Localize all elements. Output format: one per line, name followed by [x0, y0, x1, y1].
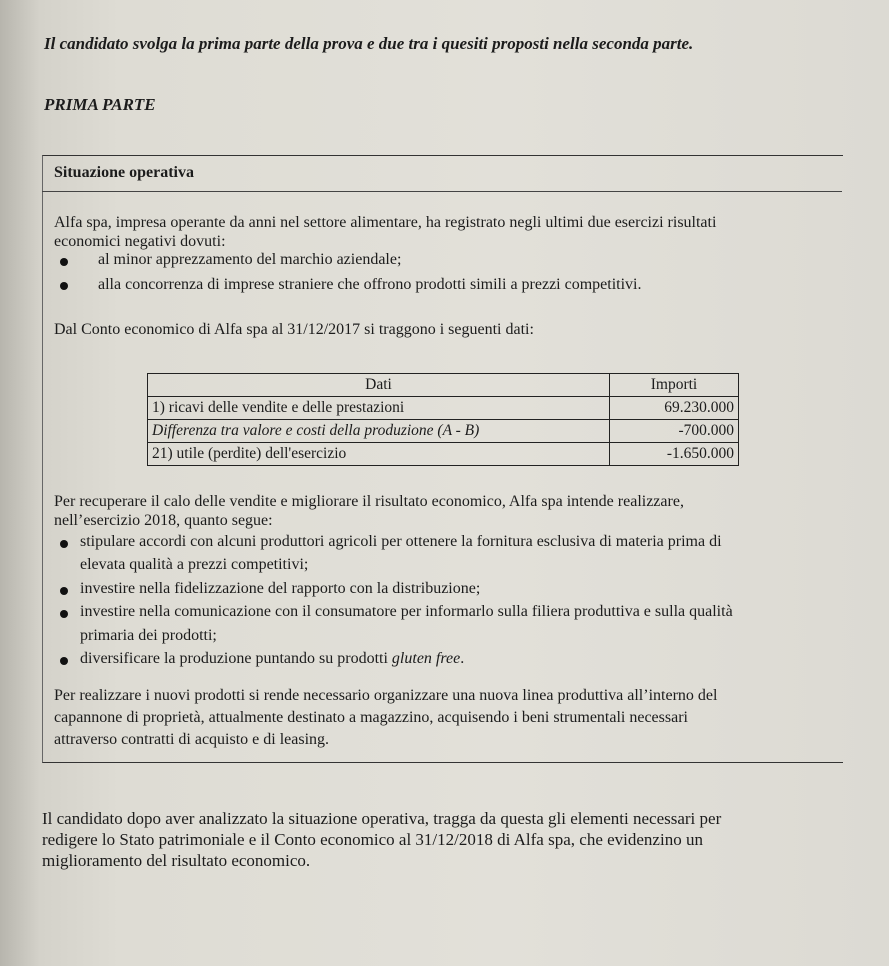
bullet-icon: [60, 282, 68, 290]
action-item-line: investire nella fidelizzazione del rapporto con la distribuzione;: [80, 580, 481, 597]
task-line-2: redigere lo Stato patrimoniale e il Conto economico al 31/12/2018 di Alfa spa, che evidenzino un: [42, 830, 703, 849]
task-line-1: Il candidato dopo aver analizzato la situazione operativa, tragga da questa gli elementi necessari per: [42, 809, 722, 828]
bullet-icon: [60, 587, 68, 595]
intro-line-1: Alfa spa, impresa operante da anni nel settore alimentare, ha registrato negli ultimi due esercizi risultati: [54, 214, 717, 231]
bullet-icon: [60, 657, 68, 665]
row-label: 21) utile (perdite) dell'esercizio: [148, 443, 610, 466]
action-italic: gluten free: [391, 650, 461, 667]
header-dati: Dati: [148, 374, 610, 397]
income-data-table: [147, 373, 739, 466]
section-title: PRIMA PARTE: [44, 95, 156, 114]
row-value: -700.000: [610, 420, 739, 443]
row-label: Differenza tra valore e costi della produzione (A - B): [148, 420, 610, 443]
action-tail: .: [460, 650, 465, 667]
closing-line-3: attraverso contratti di acquisto e di leasing.: [54, 731, 330, 748]
action-item-line: primaria dei prodotti;: [80, 627, 217, 644]
action-item-line: investire nella comunicazione con il consumatore per informarlo sulla filiera produttiva e sulla qualità: [80, 603, 733, 620]
table-row: [148, 420, 739, 443]
table-row: [148, 397, 739, 420]
plan-line-2: nell’esercizio 2018, quanto segue:: [54, 512, 273, 529]
row-value: -1.650.000: [610, 443, 739, 466]
row-value: 69.230.000: [610, 397, 739, 420]
action-item-line: [80, 650, 464, 668]
plan-paragraph: [54, 492, 839, 530]
data-intro: Dal Conto economico di Alfa spa al 31/12/2017 si traggono i seguenti dati:: [54, 321, 534, 338]
table-row: [148, 443, 739, 466]
task-paragraph: [42, 808, 842, 871]
action-item-line: elevata qualità a prezzi competitivi;: [80, 556, 309, 573]
action-item-line: stipulare accordi con alcuni produttori agricoli per ottenere la fornitura esclusiva di materia prima di: [80, 533, 722, 550]
closing-line-2: capannone di proprietà, attualmente destinato a magazzino, acquisendo i beni strumentali necessari: [54, 709, 688, 726]
closing-paragraph: [54, 685, 839, 751]
plan-line-1: Per recuperare il calo delle vendite e migliorare il risultato economico, Alfa spa intende realizzare,: [54, 493, 684, 510]
exam-instructions: Il candidato svolga la prima parte della prova e due tra i quesiti proposti nella seconda parte.: [44, 34, 694, 53]
bullet-icon: [60, 258, 68, 266]
header-importi: Importi: [610, 374, 739, 397]
closing-line-1: Per realizzare i nuovi prodotti si rende necessario organizzare una nuova linea produttiva all’interno del: [54, 687, 718, 704]
cause-item: al minor apprezzamento del marchio aziendale;: [98, 251, 402, 268]
action-text: diversificare la produzione puntando su prodotti: [80, 650, 392, 667]
cause-item: alla concorrenza di imprese straniere che offrono prodotti simili a prezzi competitivi.: [98, 276, 642, 293]
box-title: Situazione operativa: [54, 164, 194, 181]
bullet-icon: [60, 540, 68, 548]
box-title-divider: [42, 191, 842, 192]
table-header-row: [148, 374, 739, 397]
task-line-3: miglioramento del risultato economico.: [42, 851, 311, 870]
intro-paragraph: [54, 213, 839, 251]
row-label: 1) ricavi delle vendite e delle prestazioni: [148, 397, 610, 420]
bullet-icon: [60, 610, 68, 618]
intro-line-2: economici negativi dovuti:: [54, 233, 226, 250]
